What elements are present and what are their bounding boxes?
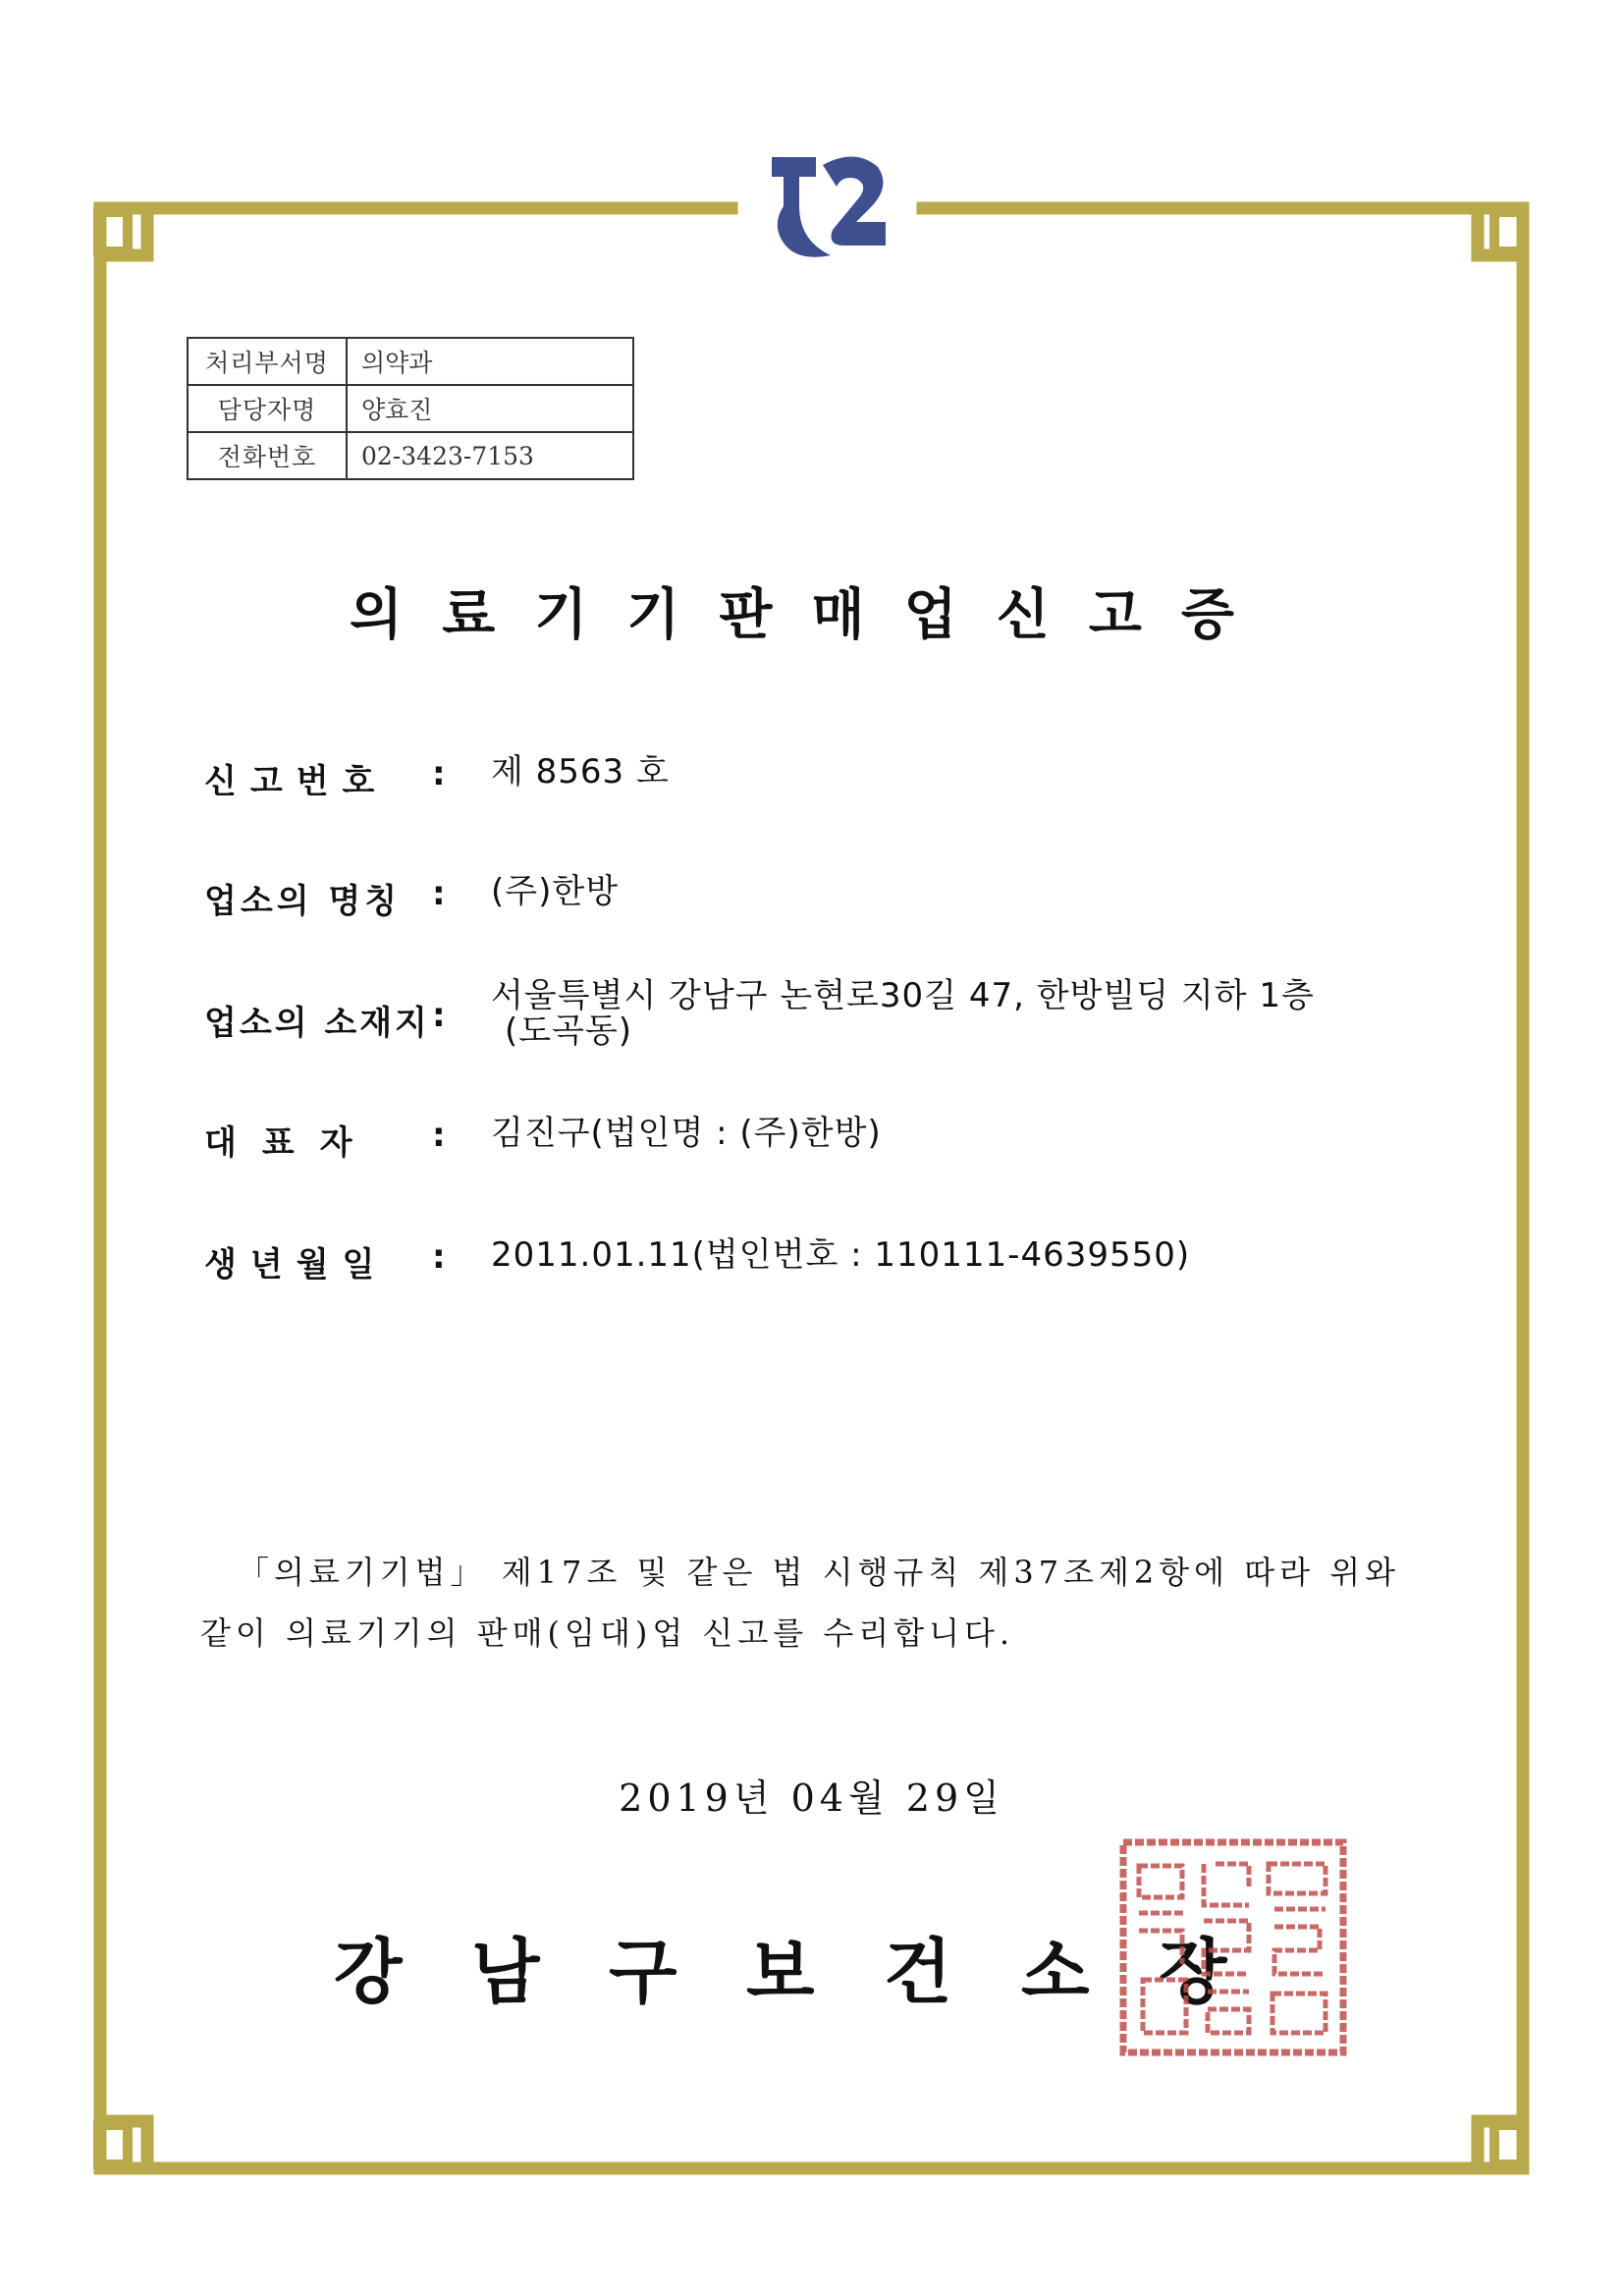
dept-value: 의약과 [347, 338, 633, 385]
field-value [491, 978, 1441, 1049]
field-colon: : [432, 874, 446, 913]
field-value: 김진구(법인명 : (주)한방) [491, 1114, 882, 1153]
field-label: 업소의 명칭 [204, 882, 402, 921]
field-location [204, 978, 1441, 1049]
certification-statement: 「의료기기법」 제17조 및 같은 법 시행규칙 제37조제2항에 따라 위와 같이 의료기기의 판매(임대)업 신고를 수리합니다. [200, 1554, 1401, 1652]
issuer-char: 강 [334, 1931, 403, 2013]
field-label: 업소의 소재지 [204, 1004, 430, 1043]
table-row [188, 338, 633, 385]
gangnam-emblem-logo [762, 147, 893, 269]
issue-date: 2019년 04월 29일 [619, 1777, 1004, 1820]
document-title: 의료기기판매업신고증 [350, 583, 1273, 647]
field-value: 제 8563 호 [491, 752, 670, 792]
issuer-char: 소 [1021, 1931, 1090, 2013]
issuer-char: 건 [884, 1931, 952, 2013]
field-value: 2011.01.11(법인번호 : 110111-4639550) [491, 1235, 1191, 1275]
phone-value: 02-3423-7153 [347, 432, 633, 479]
field-birth-date [204, 1237, 1441, 1285]
field-business-name [204, 874, 1441, 922]
issuer-char: 구 [609, 1931, 677, 2013]
field-colon: : [432, 996, 446, 1035]
address-line-2: (도곡동) [505, 1011, 633, 1051]
official-seal-stamp [1117, 1836, 1349, 2058]
field-representative [204, 1116, 1441, 1164]
phone-label: 전화번호 [188, 432, 347, 479]
issuer-char: 장 [1159, 1931, 1227, 2013]
field-colon: : [432, 1116, 446, 1155]
table-row [188, 385, 633, 432]
officer-label: 담당자명 [188, 385, 347, 432]
field-label: 생년월일 [204, 1245, 389, 1285]
field-colon: : [432, 754, 446, 793]
field-report-number [204, 754, 1441, 802]
field-label: 대표자 [204, 1123, 378, 1163]
field-value: (주)한방 [491, 872, 620, 911]
issuer-char: 남 [471, 1931, 540, 2013]
table-row [188, 432, 633, 479]
dept-label: 처리부서명 [188, 338, 347, 385]
contact-info-table [187, 337, 634, 480]
officer-value: 양효진 [347, 385, 633, 432]
field-colon: : [432, 1237, 446, 1277]
field-label: 신고번호 [204, 762, 389, 801]
issuer-char: 보 [746, 1931, 815, 2013]
address-line-1: 서울특별시 강남구 논현로30길 47, 한방빌딩 지하 1층 [491, 976, 1315, 1015]
